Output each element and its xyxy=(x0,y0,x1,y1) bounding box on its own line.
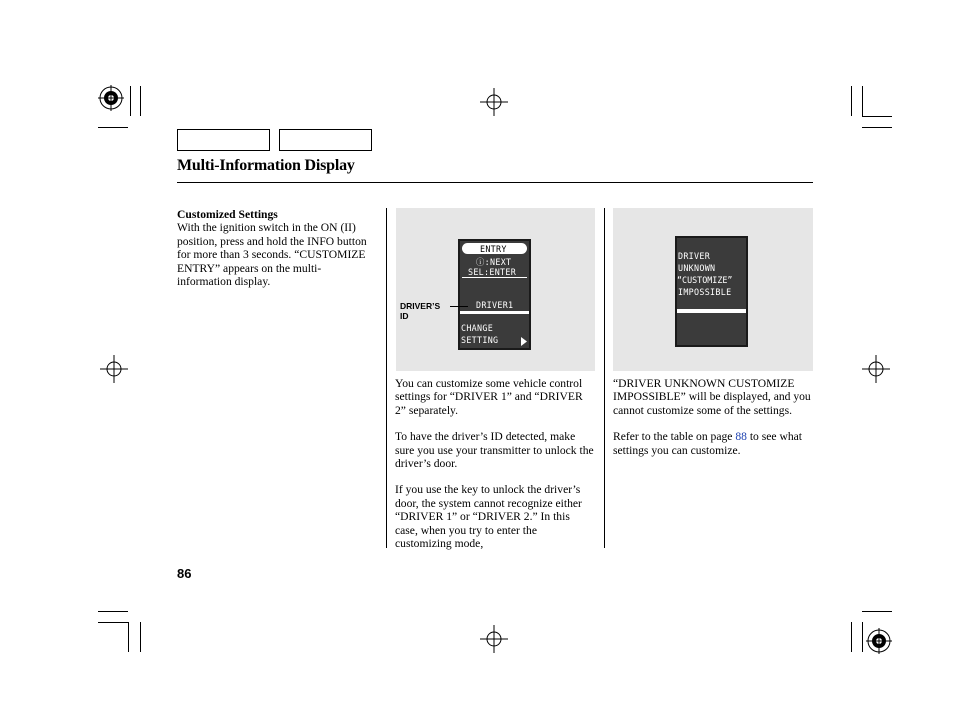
crosshair-icon xyxy=(480,625,508,653)
callout-label-line: ID xyxy=(400,311,409,321)
page-reference-link[interactable]: 88 xyxy=(735,430,747,444)
callout-label xyxy=(400,301,440,321)
screen-line: UNKNOWN xyxy=(678,263,716,273)
callout-label-line: DRIVER’S xyxy=(400,301,441,311)
screen-divider xyxy=(677,309,746,313)
change-line: CHANGE xyxy=(461,323,494,333)
figure-panel-driver-id xyxy=(396,208,595,371)
column-divider xyxy=(604,208,605,548)
setting-line: SETTING xyxy=(461,335,499,345)
next-line: ⓘ:NEXT xyxy=(476,257,512,267)
header-rule xyxy=(177,182,813,183)
screen-line: DRIVER xyxy=(678,251,711,261)
paragraph: To have the driver’s ID detected, make sure you use your transmitter to unlock the driver’s door. xyxy=(395,430,594,471)
paragraph-text: to see what settings you can customize. xyxy=(613,430,802,457)
paragraph: If you use the key to unlock the driver’s door, the system cannot recognize either “DRIVER 1” or “DRIVER 2.” In this case, when you try to enter the customizing mode, xyxy=(395,483,582,551)
page-title: Multi-Information Display xyxy=(177,157,355,174)
entry-label: ENTRY xyxy=(480,244,507,254)
screen-divider xyxy=(462,277,527,278)
section-heading: Customized Settings xyxy=(177,208,278,221)
registration-target-icon xyxy=(866,628,892,654)
section-tab-box xyxy=(177,129,270,151)
screen-line: “CUSTOMIZE” xyxy=(677,275,733,285)
instruction-paragraph: With the ignition switch in the ON (II) position, press and hold the INFO button for more than 3 seconds. “CUSTOMIZE ENTRY” appears on the multi-information display. xyxy=(177,221,367,289)
right-arrow-icon xyxy=(521,337,527,346)
registration-target-icon xyxy=(98,85,124,111)
paragraph: You can customize some vehicle control settings for “DRIVER 1” and “DRIVER 2” separately. xyxy=(395,377,583,417)
left-column xyxy=(177,208,369,288)
middle-column xyxy=(395,377,595,550)
figure-panel-driver-unknown xyxy=(613,208,813,371)
right-column xyxy=(613,377,813,457)
crosshair-icon xyxy=(480,88,508,116)
crosshair-icon xyxy=(862,355,890,383)
display-screen xyxy=(675,236,748,347)
screen-divider xyxy=(460,311,529,314)
driver-line: DRIVER1 xyxy=(476,300,514,310)
paragraph: “DRIVER UNKNOWN CUSTOMIZE IMPOSSIBLE” will be displayed, and you cannot customize some of the settings. xyxy=(613,377,811,417)
display-screen xyxy=(458,239,531,350)
paragraph-text: Refer to the table on page xyxy=(613,430,736,444)
section-tab-box xyxy=(279,129,372,151)
page-number: 86 xyxy=(177,566,192,581)
paragraph xyxy=(613,430,813,457)
crosshair-icon xyxy=(100,355,128,383)
callout-leader-line xyxy=(450,306,468,307)
column-divider xyxy=(386,208,387,548)
screen-line: IMPOSSIBLE xyxy=(678,287,732,297)
sel-line: SEL:ENTER xyxy=(468,267,517,277)
